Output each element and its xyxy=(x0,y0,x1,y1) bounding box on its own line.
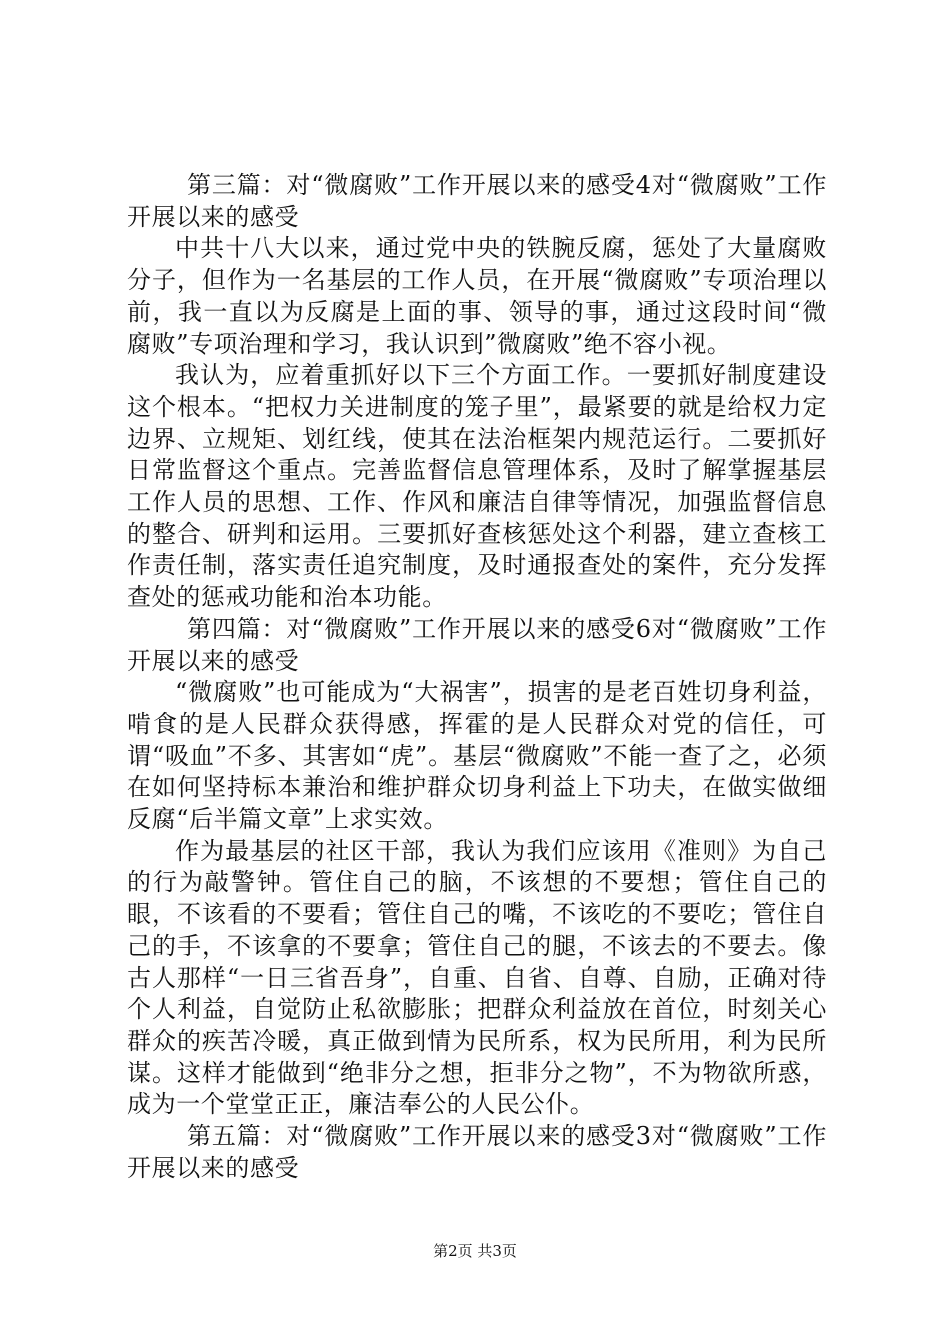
section-heading-3: 第三篇：对“微腐败”工作开展以来的感受4对“微腐败”工作开展以来的感受 xyxy=(127,171,827,231)
body-paragraph: 我认为，应着重抓好以下三个方面工作。一要抓好制度建设这个根本。“把权力关进制度的笼子里”，最紧要的就是给权力定边界、立规矩、划红线，使其在法治框架内规范运行。二要抓好日常监督这个重点。完善监督信息管理体系，及时了解掌握基层工作人员的思想、工作、作风和廉洁自律等情况，加强监督信息的整合、研判和运用。三要抓好查核惩处这个利器，建立查核工作责任制，落实责任追究制度，及时通报查处的案件，充分发挥查处的惩戒功能和治本功能。 xyxy=(127,361,827,612)
section-heading-5: 第五篇：对“微腐败”工作开展以来的感受3对“微腐败”工作开展以来的感受 xyxy=(127,1122,827,1182)
document-body xyxy=(127,170,827,1185)
section-heading-4: 第四篇：对“微腐败”工作开展以来的感受6对“微腐败”工作开展以来的感受 xyxy=(127,614,827,675)
page-footer: 第2页 共3页 xyxy=(433,1242,517,1260)
body-paragraph: 中共十八大以来，通过党中央的铁腕反腐，惩处了大量腐败分子，但作为一名基层的工作人员，在开展“微腐败”专项治理以前，我一直以为反腐是上面的事、领导的事，通过这段时间“微腐败”专项治理和学习，我认识到”微腐败”绝不容小视。 xyxy=(127,234,827,358)
body-paragraph: 作为最基层的社区干部，我认为我们应该用《准则》为自己的行为敲警钟。管住自己的脑，不该想的不要想；管住自己的眼，不该看的不要看；管住自己的嘴，不该吃的不要吃；管住自己的手，不该拿的不要拿；管住自己的腿，不该去的不要去。像古人那样“一日三省吾身”，自重、自省、自尊、自励，正确对待个人利益，自觉防止私欲膨胀；把群众利益放在首位，时刻关心群众的疾苦冷暖，真正做到情为民所系，权为民所用，利为民所谋。这样才能做到“绝非分之想，拒非分之物”，不为物欲所惑，成为一个堂堂正正，廉洁奉公的人民公仆。 xyxy=(127,836,827,1119)
body-paragraph: “微腐败”也可能成为“大祸害”，损害的是老百姓切身利益，啃食的是人民群众获得感，挥霍的是人民群众对党的信任，可谓“吸血”不多、其害如“虎”。基层“微腐败”不能一查了之，必须在如何坚持标本兼治和维护群众切身利益上下功夫，在做实做细反腐“后半篇文章”上求实效。 xyxy=(127,678,827,834)
